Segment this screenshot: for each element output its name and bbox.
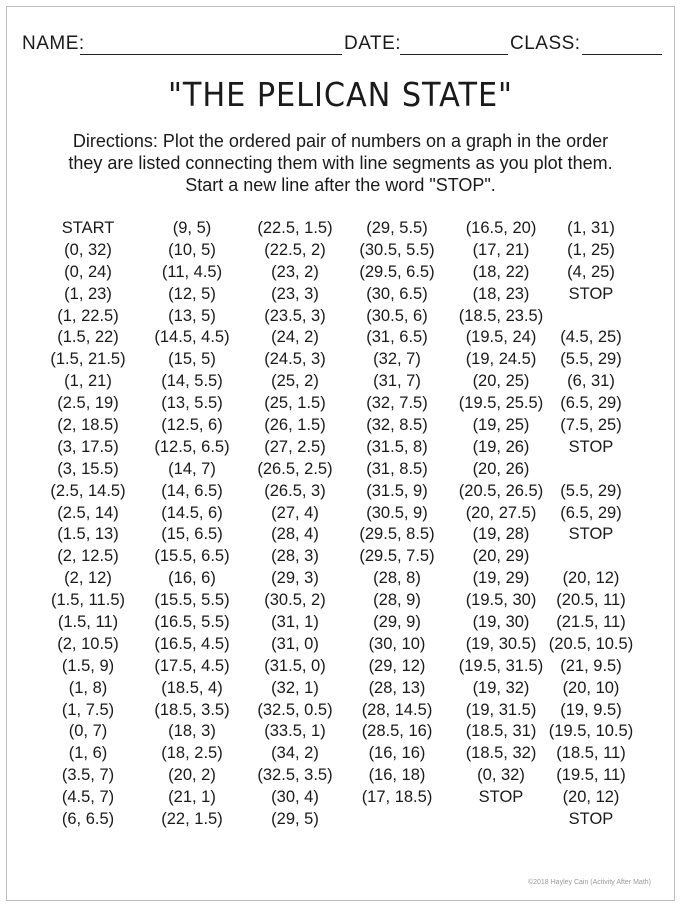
ordered-pair: (0, 32) bbox=[477, 766, 525, 785]
ordered-pair: (1, 8) bbox=[68, 678, 108, 697]
ordered-pair: (16.5, 4.5) bbox=[154, 634, 230, 653]
ordered-pair: (5.5, 29) bbox=[560, 481, 622, 500]
stop-marker: STOP bbox=[568, 284, 614, 303]
ordered-pair: (20, 25) bbox=[472, 372, 530, 391]
ordered-pair: (1, 6) bbox=[68, 744, 108, 763]
directions-line: they are listed connecting them with line segments as you plot them. bbox=[68, 153, 613, 173]
blank-row bbox=[536, 306, 646, 328]
ordered-pair: (18.5, 31) bbox=[465, 722, 537, 741]
ordered-pair: (1, 22.5) bbox=[57, 306, 119, 325]
ordered-pair: (16, 18) bbox=[368, 766, 426, 785]
ordered-pair: (1.5, 22) bbox=[57, 328, 119, 347]
ordered-pair: (2, 12) bbox=[64, 569, 112, 588]
ordered-pair: (12.5, 6.5) bbox=[154, 437, 230, 456]
date-field[interactable] bbox=[400, 54, 508, 55]
ordered-pair: (29, 12) bbox=[368, 656, 426, 675]
ordered-pair: (16, 16) bbox=[368, 744, 426, 763]
class-label: CLASS: bbox=[510, 33, 581, 54]
ordered-pair: (6.5, 29) bbox=[560, 394, 622, 413]
ordered-pair: (20, 29) bbox=[472, 547, 530, 566]
ordered-pair: (22.5, 1.5) bbox=[257, 219, 333, 237]
ordered-pair: (18, 3) bbox=[168, 722, 216, 741]
ordered-pair: (0, 32) bbox=[64, 240, 112, 259]
ordered-pair: (19, 30) bbox=[472, 613, 530, 632]
ordered-pair: (30.5, 2) bbox=[264, 591, 326, 610]
ordered-pair: (31, 1) bbox=[271, 613, 319, 632]
ordered-pair: (30.5, 9) bbox=[366, 503, 428, 522]
ordered-pair: (4.5, 7) bbox=[61, 788, 115, 807]
ordered-pair: (17, 18.5) bbox=[361, 788, 433, 807]
ordered-pair: (28, 8) bbox=[373, 569, 421, 588]
ordered-pair: (21, 1) bbox=[168, 788, 216, 807]
ordered-pair: (2, 10.5) bbox=[57, 634, 119, 653]
ordered-pair: (6, 6.5) bbox=[61, 810, 115, 829]
ordered-pair: (18.5, 32) bbox=[465, 744, 537, 763]
ordered-pair: (28, 4) bbox=[271, 525, 319, 544]
ordered-pair: (4, 25) bbox=[567, 262, 615, 281]
ordered-pair: (20, 26) bbox=[472, 459, 530, 478]
ordered-pair: (15.5, 6.5) bbox=[154, 547, 230, 566]
ordered-pair: (9, 5) bbox=[172, 219, 212, 237]
ordered-pair: (19, 9.5) bbox=[560, 700, 622, 719]
ordered-pair: (31, 0) bbox=[271, 634, 319, 653]
ordered-pair: (26.5, 3) bbox=[264, 481, 326, 500]
ordered-pair: (1, 7.5) bbox=[61, 700, 115, 719]
ordered-pair: (14.5, 4.5) bbox=[154, 328, 230, 347]
ordered-pair: (30, 4) bbox=[271, 788, 319, 807]
ordered-pair: (28, 3) bbox=[271, 547, 319, 566]
ordered-pair: (2, 18.5) bbox=[57, 416, 119, 435]
ordered-pair: (30.5, 5.5) bbox=[359, 240, 435, 259]
start-marker: START bbox=[61, 219, 115, 237]
ordered-pair: (19, 32) bbox=[472, 678, 530, 697]
ordered-pair: (1.5, 9) bbox=[61, 656, 115, 675]
ordered-pair: (19.5, 11) bbox=[556, 766, 626, 785]
directions-line: Start a new line after the word "STOP". bbox=[185, 175, 496, 195]
ordered-pair: (20, 12) bbox=[562, 788, 620, 807]
ordered-pair: (3.5, 7) bbox=[61, 766, 115, 785]
ordered-pair: (27, 4) bbox=[271, 503, 319, 522]
ordered-pair: (1.5, 13) bbox=[57, 525, 119, 544]
ordered-pair: (3, 17.5) bbox=[57, 437, 119, 456]
ordered-pair: (29, 3) bbox=[271, 569, 319, 588]
coordinate-column-1 bbox=[33, 218, 143, 831]
stop-marker: STOP bbox=[478, 788, 524, 807]
coordinate-column-3 bbox=[240, 218, 350, 831]
ordered-pair: (4.5, 25) bbox=[560, 328, 622, 347]
ordered-pair: (19, 25) bbox=[472, 416, 530, 435]
ordered-pair: (30, 10) bbox=[368, 634, 426, 653]
ordered-pair: (16.5, 5.5) bbox=[154, 613, 230, 632]
ordered-pair: (16, 6) bbox=[168, 569, 216, 588]
ordered-pair: (18.5, 4) bbox=[161, 678, 223, 697]
ordered-pair: (18, 23) bbox=[472, 284, 530, 303]
ordered-pair: (29.5, 6.5) bbox=[359, 262, 435, 281]
ordered-pair: (1, 25) bbox=[567, 240, 615, 259]
ordered-pair: (11, 4.5) bbox=[161, 262, 223, 281]
ordered-pair: (24.5, 3) bbox=[264, 350, 326, 369]
ordered-pair: (18.5, 3.5) bbox=[154, 700, 230, 719]
ordered-pair: (32, 7) bbox=[373, 350, 421, 369]
ordered-pair: (13, 5.5) bbox=[161, 394, 223, 413]
ordered-pair: (17, 21) bbox=[472, 240, 530, 259]
ordered-pair: (22, 1.5) bbox=[161, 810, 223, 829]
ordered-pair: (27, 2.5) bbox=[264, 437, 326, 456]
ordered-pair: (2, 12.5) bbox=[57, 547, 119, 566]
ordered-pair: (19, 24.5) bbox=[465, 350, 537, 369]
ordered-pair: (29, 5.5) bbox=[366, 219, 428, 237]
ordered-pair: (22.5, 2) bbox=[264, 240, 326, 259]
date-label: DATE: bbox=[344, 33, 402, 54]
name-field[interactable] bbox=[80, 54, 342, 55]
ordered-pair: (28, 13) bbox=[368, 678, 426, 697]
stop-marker: STOP bbox=[568, 810, 614, 829]
ordered-pair: (16.5, 20) bbox=[465, 219, 537, 237]
ordered-pair: (20.5, 26.5) bbox=[458, 481, 544, 500]
blank-row bbox=[536, 459, 646, 481]
ordered-pair: (19.5, 31.5) bbox=[458, 656, 544, 675]
ordered-pair: (18, 2.5) bbox=[161, 744, 223, 763]
ordered-pair: (19, 26) bbox=[472, 437, 530, 456]
ordered-pair: (29.5, 8.5) bbox=[359, 525, 435, 544]
ordered-pair: (31.5, 9) bbox=[366, 481, 428, 500]
coordinate-column-2 bbox=[137, 218, 247, 831]
ordered-pair: (34, 2) bbox=[271, 744, 319, 763]
stop-marker: STOP bbox=[568, 437, 614, 456]
class-field[interactable] bbox=[582, 54, 662, 55]
ordered-pair: (32, 1) bbox=[271, 678, 319, 697]
ordered-pair: (12, 5) bbox=[168, 284, 216, 303]
coordinate-column-4 bbox=[342, 218, 452, 809]
ordered-pair: (2.5, 14) bbox=[57, 503, 119, 522]
ordered-pair: (31, 7) bbox=[373, 372, 421, 391]
ordered-pair: (14.5, 6) bbox=[161, 503, 223, 522]
ordered-pair: (10, 5) bbox=[168, 240, 216, 259]
ordered-pair: (32, 7.5) bbox=[366, 394, 428, 413]
ordered-pair: (6.5, 29) bbox=[560, 503, 622, 522]
ordered-pair: (14, 7) bbox=[168, 459, 216, 478]
ordered-pair: (23.5, 3) bbox=[264, 306, 326, 325]
ordered-pair: (28, 14.5) bbox=[361, 700, 433, 719]
ordered-pair: (14, 6.5) bbox=[161, 481, 223, 500]
ordered-pair: (26.5, 2.5) bbox=[257, 459, 333, 478]
ordered-pair: (32.5, 3.5) bbox=[257, 766, 333, 785]
ordered-pair: (14, 5.5) bbox=[161, 372, 223, 391]
ordered-pair: (20.5, 11) bbox=[556, 591, 626, 610]
ordered-pair: (28, 9) bbox=[373, 591, 421, 610]
ordered-pair: (25, 1.5) bbox=[264, 394, 326, 413]
directions-line: Directions: Plot the ordered pair of numbers on a graph in the order bbox=[72, 131, 609, 151]
ordered-pair: (26, 1.5) bbox=[264, 416, 326, 435]
name-label: NAME: bbox=[22, 33, 85, 54]
ordered-pair: (19, 29) bbox=[472, 569, 530, 588]
ordered-pair: (15, 5) bbox=[168, 350, 216, 369]
ordered-pair: (31.5, 0) bbox=[264, 656, 326, 675]
ordered-pair: (20, 2) bbox=[168, 766, 216, 785]
ordered-pair: (13, 5) bbox=[168, 306, 216, 325]
blank-row bbox=[536, 546, 646, 568]
ordered-pair: (30, 6.5) bbox=[366, 284, 428, 303]
ordered-pair: (19.5, 25.5) bbox=[458, 394, 544, 413]
ordered-pair: (19.5, 10.5) bbox=[548, 722, 634, 741]
ordered-pair: (3, 15.5) bbox=[57, 459, 119, 478]
ordered-pair: (15, 6.5) bbox=[161, 525, 223, 544]
ordered-pair: (21.5, 11) bbox=[556, 613, 626, 632]
ordered-pair: (6, 31) bbox=[567, 372, 615, 391]
ordered-pair: (20, 27.5) bbox=[465, 503, 537, 522]
ordered-pair: (20.5, 10.5) bbox=[548, 634, 634, 653]
ordered-pair: (18.5, 23.5) bbox=[458, 306, 544, 325]
ordered-pair: (21, 9.5) bbox=[560, 656, 622, 675]
ordered-pair: (19, 30.5) bbox=[465, 634, 537, 653]
page-title: "THE PELICAN STATE" bbox=[168, 75, 513, 114]
ordered-pair: (1, 31) bbox=[567, 219, 615, 237]
ordered-pair: (31, 8.5) bbox=[366, 459, 428, 478]
ordered-pair: (33.5, 1) bbox=[264, 722, 326, 741]
ordered-pair: (23, 2) bbox=[271, 262, 319, 281]
ordered-pair: (12.5, 6) bbox=[161, 416, 223, 435]
ordered-pair: (17.5, 4.5) bbox=[154, 656, 230, 675]
ordered-pair: (15.5, 5.5) bbox=[154, 591, 230, 610]
ordered-pair: (31, 6.5) bbox=[366, 328, 428, 347]
copyright: ©2018 Hayley Cain (Activity After Math) bbox=[527, 879, 651, 886]
coordinate-column-6 bbox=[536, 218, 646, 831]
ordered-pair: (1, 21) bbox=[64, 372, 112, 391]
ordered-pair: (1.5, 11.5) bbox=[51, 591, 125, 610]
ordered-pair: (32.5, 0.5) bbox=[257, 700, 333, 719]
ordered-pair: (19, 28) bbox=[472, 525, 530, 544]
ordered-pair: (0, 24) bbox=[64, 262, 112, 281]
ordered-pair: (31.5, 8) bbox=[366, 437, 428, 456]
ordered-pair: (1.5, 11) bbox=[57, 613, 119, 632]
ordered-pair: (29.5, 7.5) bbox=[359, 547, 435, 566]
ordered-pair: (1.5, 21.5) bbox=[50, 350, 126, 369]
ordered-pair: (29, 5) bbox=[271, 810, 319, 829]
ordered-pair: (28.5, 16) bbox=[361, 722, 433, 741]
ordered-pair: (19, 31.5) bbox=[465, 700, 537, 719]
ordered-pair: (18.5, 11) bbox=[556, 744, 626, 763]
ordered-pair: (29, 9) bbox=[373, 613, 421, 632]
ordered-pair: (20, 10) bbox=[562, 678, 620, 697]
ordered-pair: (20, 12) bbox=[562, 569, 620, 588]
stop-marker: STOP bbox=[568, 525, 614, 544]
ordered-pair: (1, 23) bbox=[64, 284, 112, 303]
ordered-pair: (24, 2) bbox=[271, 328, 319, 347]
ordered-pair: (23, 3) bbox=[271, 284, 319, 303]
ordered-pair: (2.5, 14.5) bbox=[50, 481, 126, 500]
ordered-pair: (30.5, 6) bbox=[366, 306, 428, 325]
ordered-pair: (5.5, 29) bbox=[560, 350, 622, 369]
ordered-pair: (25, 2) bbox=[271, 372, 319, 391]
directions bbox=[20, 130, 661, 196]
ordered-pair: (2.5, 19) bbox=[57, 394, 119, 413]
ordered-pair: (0, 7) bbox=[68, 722, 108, 741]
ordered-pair: (32, 8.5) bbox=[366, 416, 428, 435]
ordered-pair: (19.5, 30) bbox=[465, 591, 537, 610]
ordered-pair: (18, 22) bbox=[472, 262, 530, 281]
ordered-pair: (19.5, 24) bbox=[465, 328, 537, 347]
ordered-pair: (7.5, 25) bbox=[560, 416, 622, 435]
